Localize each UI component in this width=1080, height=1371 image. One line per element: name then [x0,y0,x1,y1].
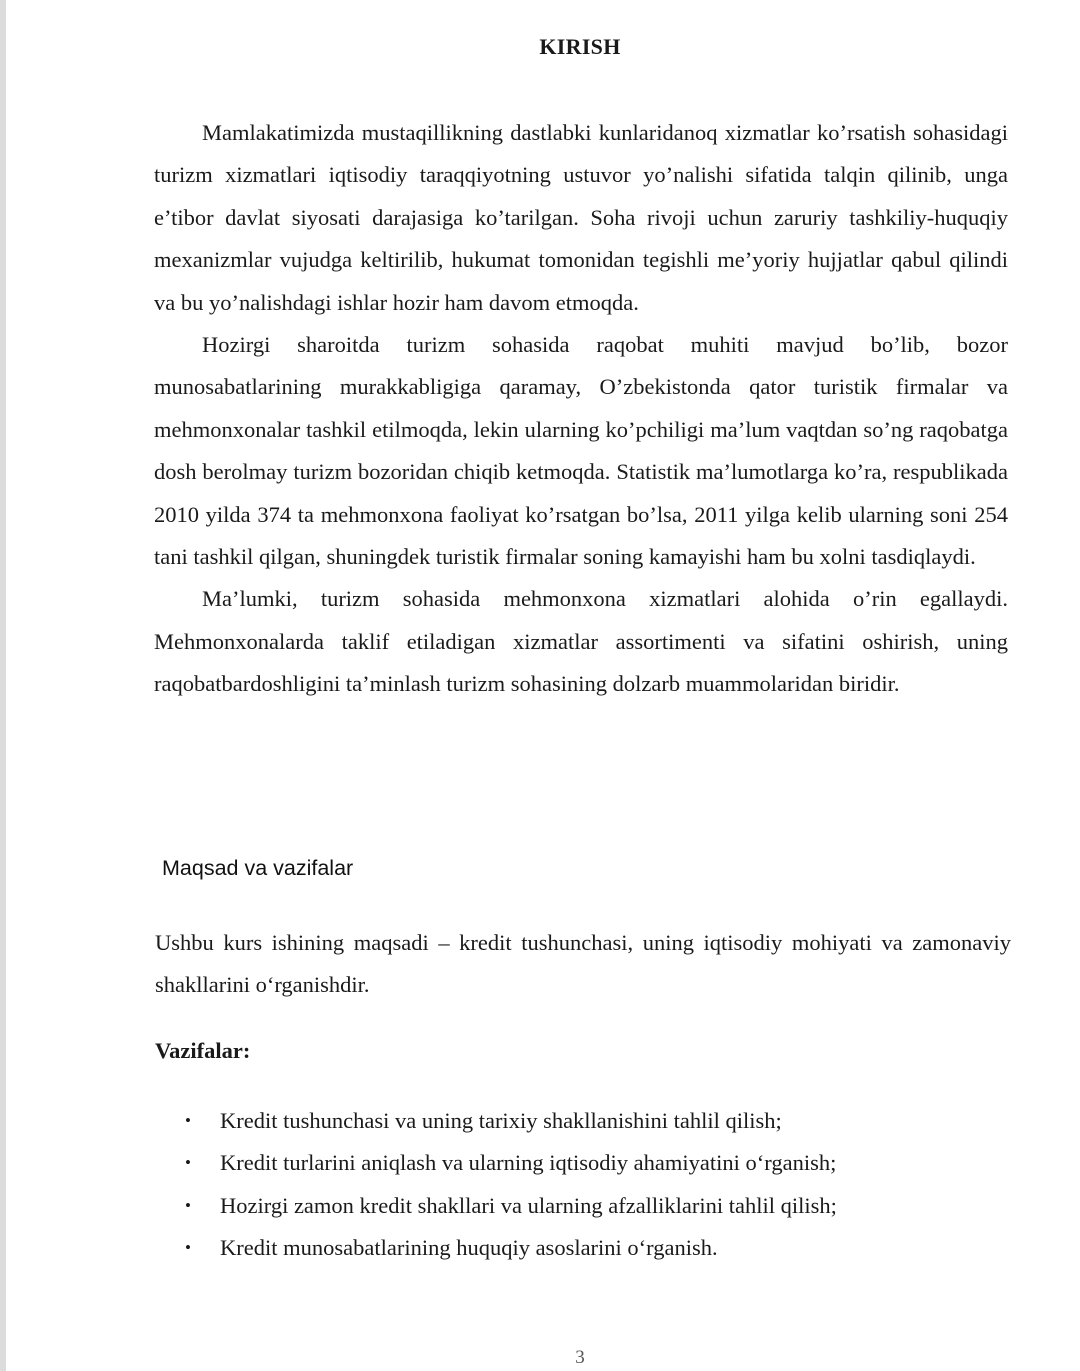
bullet-icon: • [185,1153,191,1173]
aim-paragraph: Ushbu kurs ishining maqsadi – kredit tushunchasi, uning iqtisodiy mohiyati va zamonaviy shakllarini o‘rganishdir. [155,930,1011,998]
bullet-icon: • [185,1238,191,1258]
task-text: Kredit munosabatlarining huquqiy asoslarini o‘rganish. [220,1235,718,1261]
paragraph-1: Mamlakatimizda mustaqillikning dastlabki kunlaridanoq xizmatlar ko’rsatish sohasidagi turizm xizmatlari iqtisodiy taraqqiyotning ustuvor yo’nalishi sifatida talqin qilinib, unga e’tibor davlat siyosati darajasiga ko’tarilgan. Soha rivoji uchun zaruriy tashkiliy-huquqiy mexanizmlar vujudga keltirilib, hukumat tomonidan tegishli me’yoriy hujjatlar qabul qilindi va bu yo’nalishdagi ishlar hozir ham davom etmoqda. [154,120,1008,315]
task-text: Kredit tushunchasi va uning tarixiy shakllanishini tahlil qilish; [220,1108,782,1133]
task-text: Kredit turlarini aniqlash va ularning iqtisodiy ahamiyatini o‘rganish; [220,1150,837,1176]
task-text: Hozirgi zamon kredit shakllari va ularning afzalliklarini tahlil qilish; [220,1192,837,1218]
paragraph-3: Ma’lumki, turizm sohasida mehmonxona xizmatlari alohida o’rin egallaydi. Mehmonxonalarda taklif etiladigan xizmatlar assortimenti va sifatini oshirish, uning raqobatbardoshligini ta’minlash turizm sohasining dolzarb muammolaridan biridir. [154,586,1008,697]
paragraph-2: Hozirgi sharoitda turizm sohasida raqobat muhiti mavjud bo’lib, bozor munosabatlarining murakkabligiga qaramay, O’zbekistonda qator turistik firmalar va mehmonxonalar tashkil etilmoqda, lekin ularning ko’pchiligi ma’lum vaqtdan so’ng raqobatga dosh berolmay turizm bozoridan chiqib ketmoqda. Statistik ma’lumotlarga ko’ra, respublikada 2010 yilda 374 ta mehmonxona faoliyat ko’rsatgan bo’lsa, 2011 yilga kelib ularning soni 254 tani tashkil qilgan, shuningdek turistik firmalar soning kamayishi ham bu xolni tasdiqlaydi. [154,332,1008,570]
section-subheading: Maqsad va vazifalar [162,856,354,880]
bullet-icon: • [185,1111,191,1130]
page-number: 3 [575,1347,585,1368]
intro-text-block [154,112,1008,706]
tasks-label: Vazifalar: [155,1038,251,1063]
bullet-icon: • [185,1195,191,1215]
page-title: KIRISH [539,34,621,59]
